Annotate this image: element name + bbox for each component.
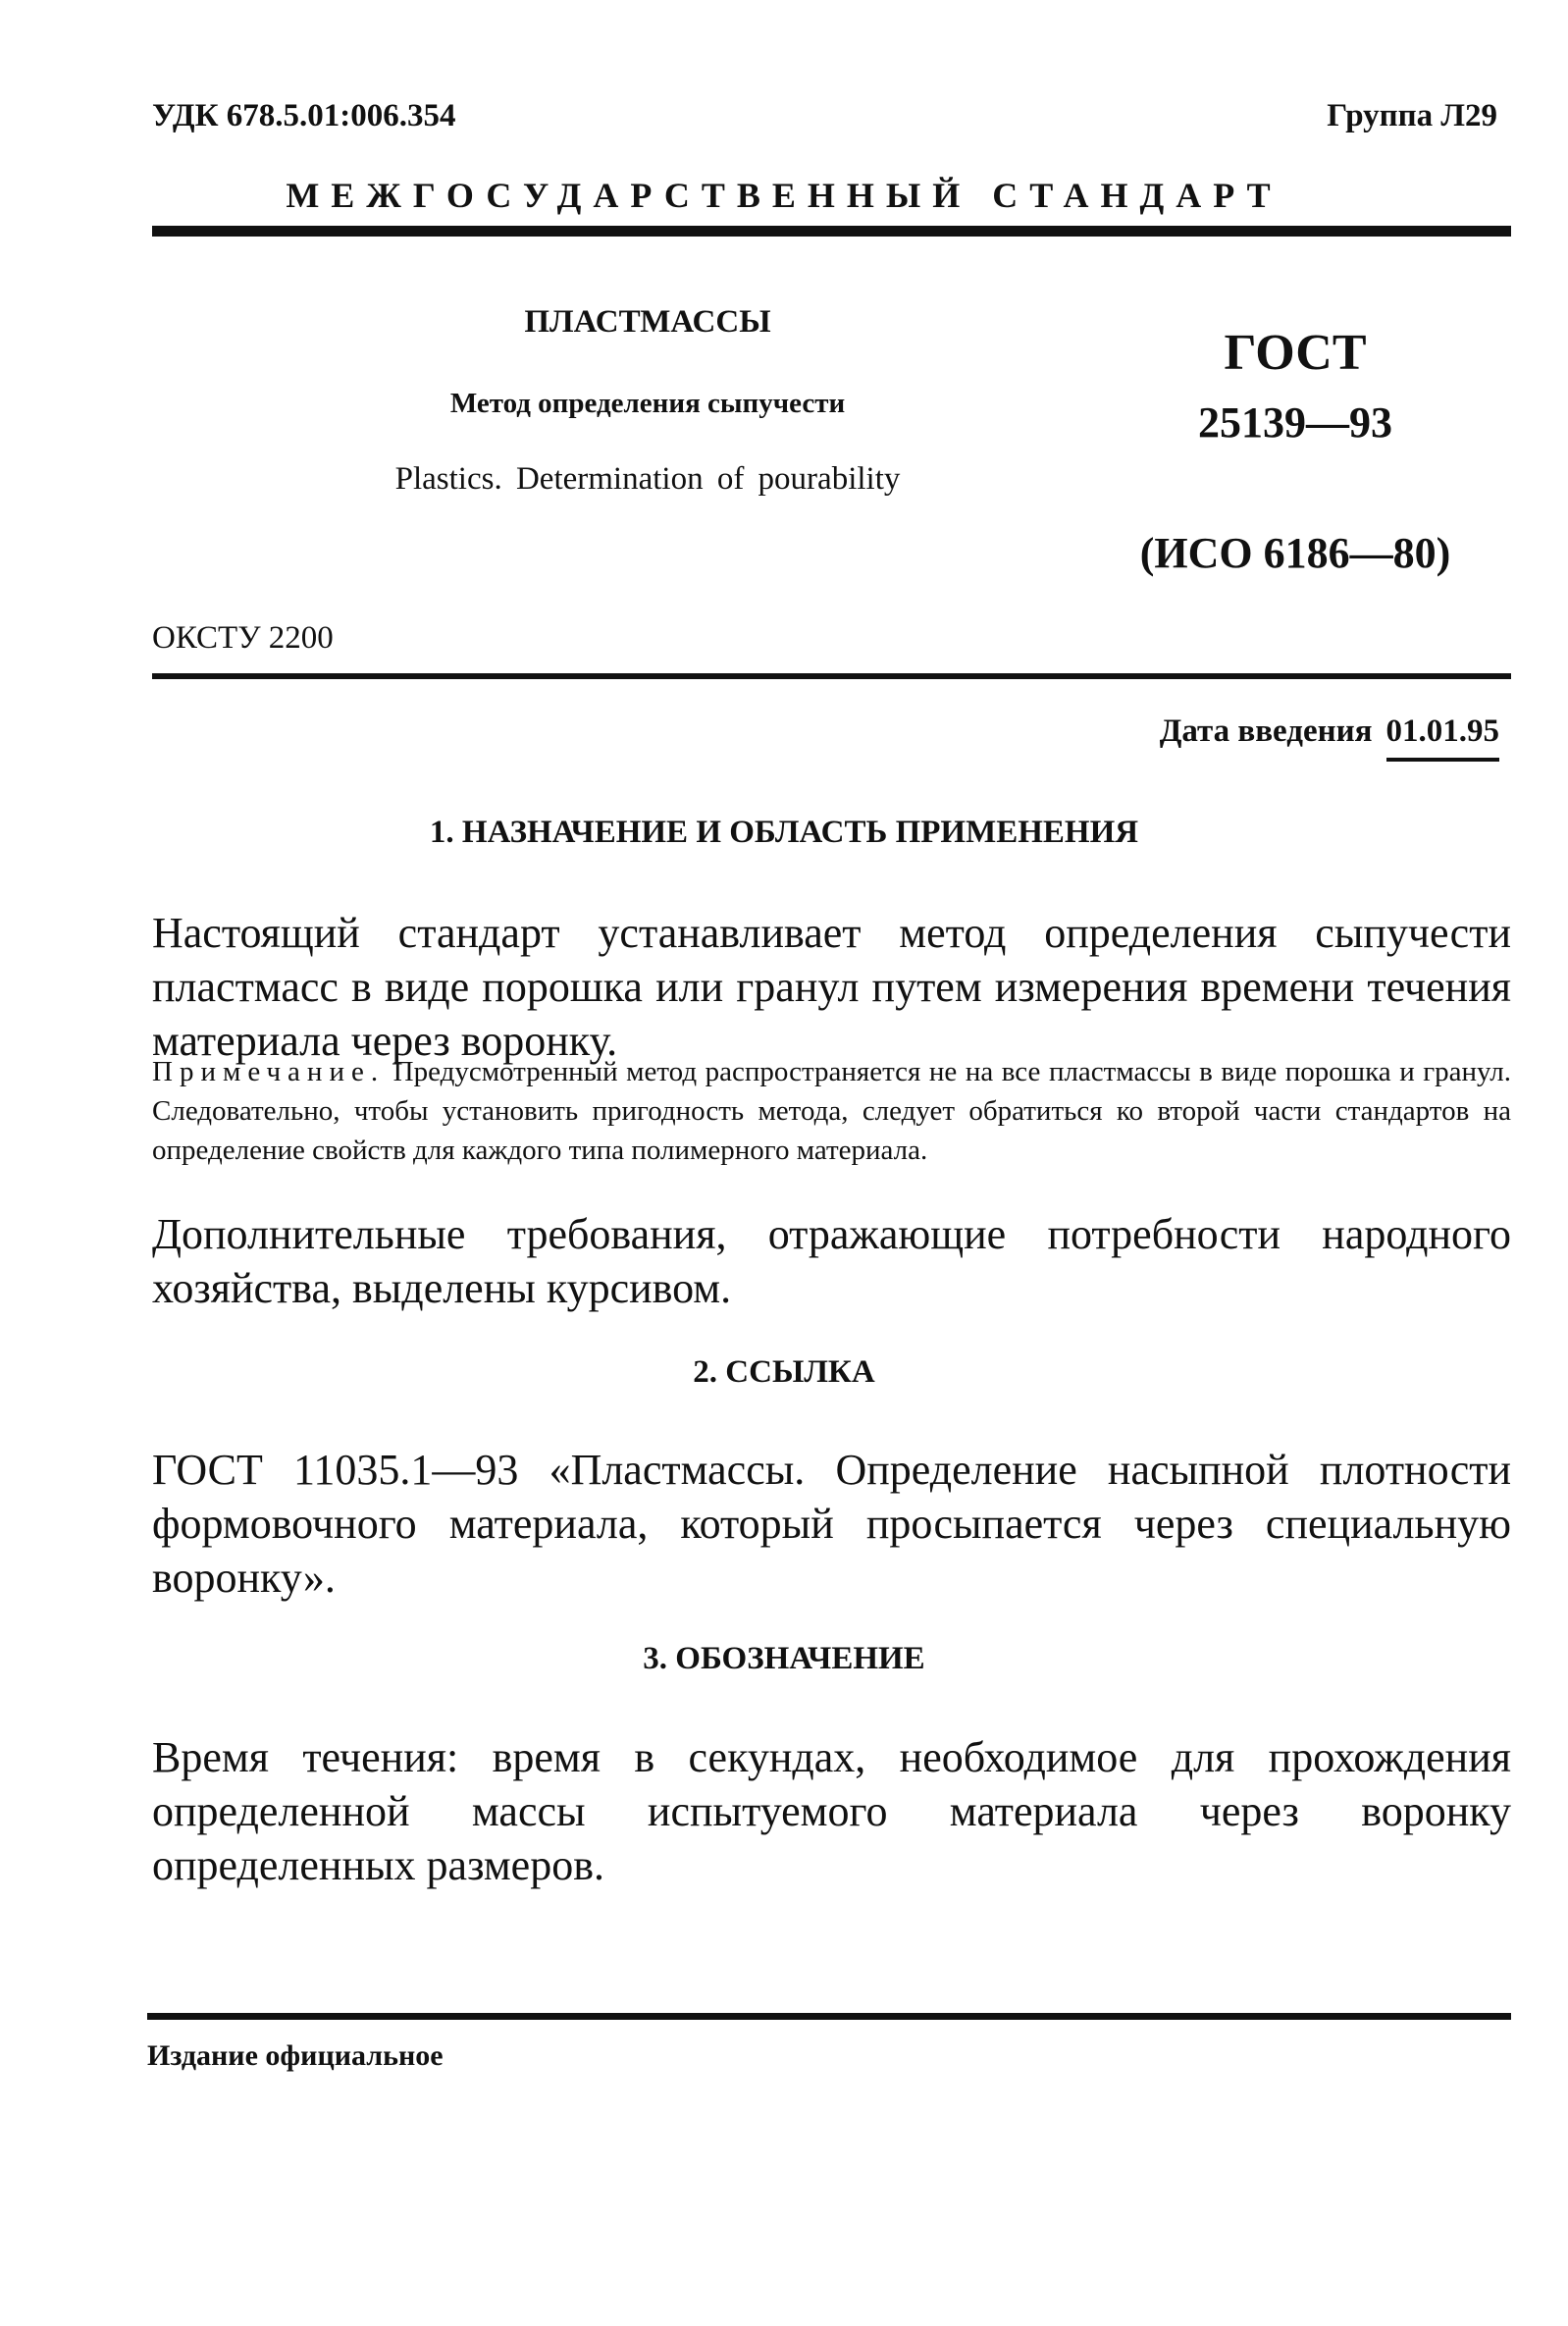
- section-1-paragraph: Настоящий стандарт устанавливает метод определения сыпучести пластмасс в виде порошка или гранул путем измерения времени течения материала через воронку.: [152, 909, 1511, 1065]
- udc-code: УДК 678.5.01:006.354: [152, 98, 456, 133]
- section-1-heading: 1. НАЗНАЧЕНИЕ И ОБЛАСТЬ ПРИМЕНЕНИЯ: [429, 815, 1139, 850]
- edition-label: Издание официальное: [147, 2039, 444, 2072]
- document-title: ПЛАСТМАССЫ: [524, 304, 771, 340]
- title-block-rule: [152, 673, 1511, 679]
- section-3-heading: 3. ОБОЗНАЧЕНИЕ: [643, 1641, 925, 1676]
- section-3-paragraph: Время течения: время в секундах, необходимое для прохождения определенной массы испытуемого материала через воронку определенных размеров.: [152, 1733, 1511, 1889]
- footer-rule: [147, 2013, 1511, 2020]
- okstu-code: ОКСТУ 2200: [152, 620, 334, 656]
- iso-reference: (ИСО 6186—80): [1139, 529, 1451, 577]
- document-subtitle: Метод определения сыпучести: [449, 388, 846, 419]
- section-1-note: [152, 1052, 1511, 1170]
- section-1-additional: Дополнительные требования, отражающие потребности народного хозяйства, выделены курсивом.: [152, 1210, 1511, 1312]
- gost-label: ГОСТ: [1224, 325, 1367, 381]
- introduction-date-label: Дата введения: [1159, 714, 1373, 749]
- note-text: Предусмотренный метод распространяется не на все пластмассы в виде порошка и гранул. Следовательно, чтобы установить пригодность метода, следует обратиться ко второй части стандартов на определение свойств для каждого типа полимерного материала.: [152, 1056, 1511, 1166]
- gost-number: 25139—93: [1198, 398, 1392, 447]
- section-2-heading: 2. ССЫЛКА: [693, 1354, 875, 1390]
- note-label: Примечание.: [152, 1056, 386, 1087]
- interstate-standard-heading: МЕЖГОСУДАРСТВЕННЫЙ СТАНДАРТ: [286, 176, 1282, 215]
- introduction-date-value: 01.01.95: [1386, 714, 1500, 762]
- introduction-date: [1160, 714, 1499, 762]
- top-thick-rule: [152, 226, 1511, 237]
- section-2-paragraph: ГОСТ 11035.1—93 «Пластмассы. Определение насыпной плотности формовочного материала, который просыпается через специальную воронку».: [152, 1446, 1511, 1602]
- english-title: Plastics. Determination of pourability: [394, 461, 901, 497]
- group-code: Группа Л29: [1327, 98, 1497, 133]
